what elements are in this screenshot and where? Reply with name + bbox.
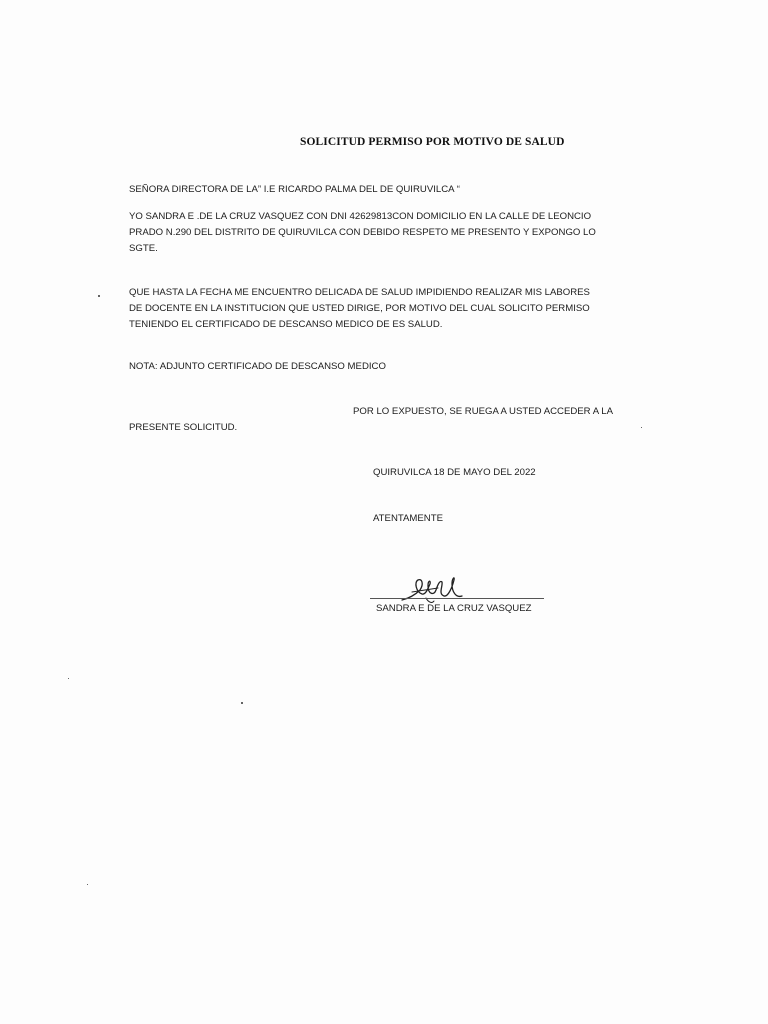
note-line: NOTA: ADJUNTO CERTIFICADO DE DESCANSO MEDICO <box>129 361 386 372</box>
closing-line-1: POR LO EXPUESTO, SE RUEGA A USTED ACCEDER A LA <box>353 406 614 417</box>
salutation: ATENTAMENTE <box>373 513 443 524</box>
date-line: QUIRUVILCA 18 DE MAYO DEL 2022 <box>373 467 536 478</box>
intro-paragraph <box>129 209 634 257</box>
addressee-line: SEÑORA DIRECTORA DE LA” I.E RICARDO PALMA DEL DE QUIRUVILCA “ <box>129 184 460 195</box>
scan-speck <box>98 295 100 297</box>
body-paragraph <box>129 285 634 333</box>
scan-speck <box>87 884 88 885</box>
body-line: TENIENDO EL CERTIFICADO DE DESCANSO MEDICO DE ES SALUD. <box>129 319 443 330</box>
scan-speck <box>641 427 642 428</box>
intro-line: PRADO N.290 DEL DISTRITO DE QUIRUVILCA CON DEBIDO RESPETO ME PRESENTO Y EXPONGO LO <box>129 227 596 238</box>
scan-speck <box>241 702 243 704</box>
intro-line: SGTE. <box>129 243 158 254</box>
closing-line-2: PRESENTE SOLICITUD. <box>129 422 238 433</box>
signature-line <box>370 598 544 599</box>
body-line: QUE HASTA LA FECHA ME ENCUENTRO DELICADA DE SALUD IMPIDIENDO REALIZAR MIS LABORES <box>129 287 590 298</box>
scan-speck <box>68 678 69 679</box>
body-line: DE DOCENTE EN LA INSTITUCION QUE USTED DIRIGE, POR MOTIVO DEL CUAL SOLICITO PERMISO <box>129 303 590 314</box>
signatory-name: SANDRA E DE LA CRUZ VASQUEZ <box>376 603 532 614</box>
document-title: SOLICITUD PERMISO POR MOTIVO DE SALUD <box>300 136 565 148</box>
intro-line: YO SANDRA E .DE LA CRUZ VASQUEZ CON DNI 42629813CON DOMICILIO EN LA CALLE DE LEONCIO <box>129 211 592 222</box>
